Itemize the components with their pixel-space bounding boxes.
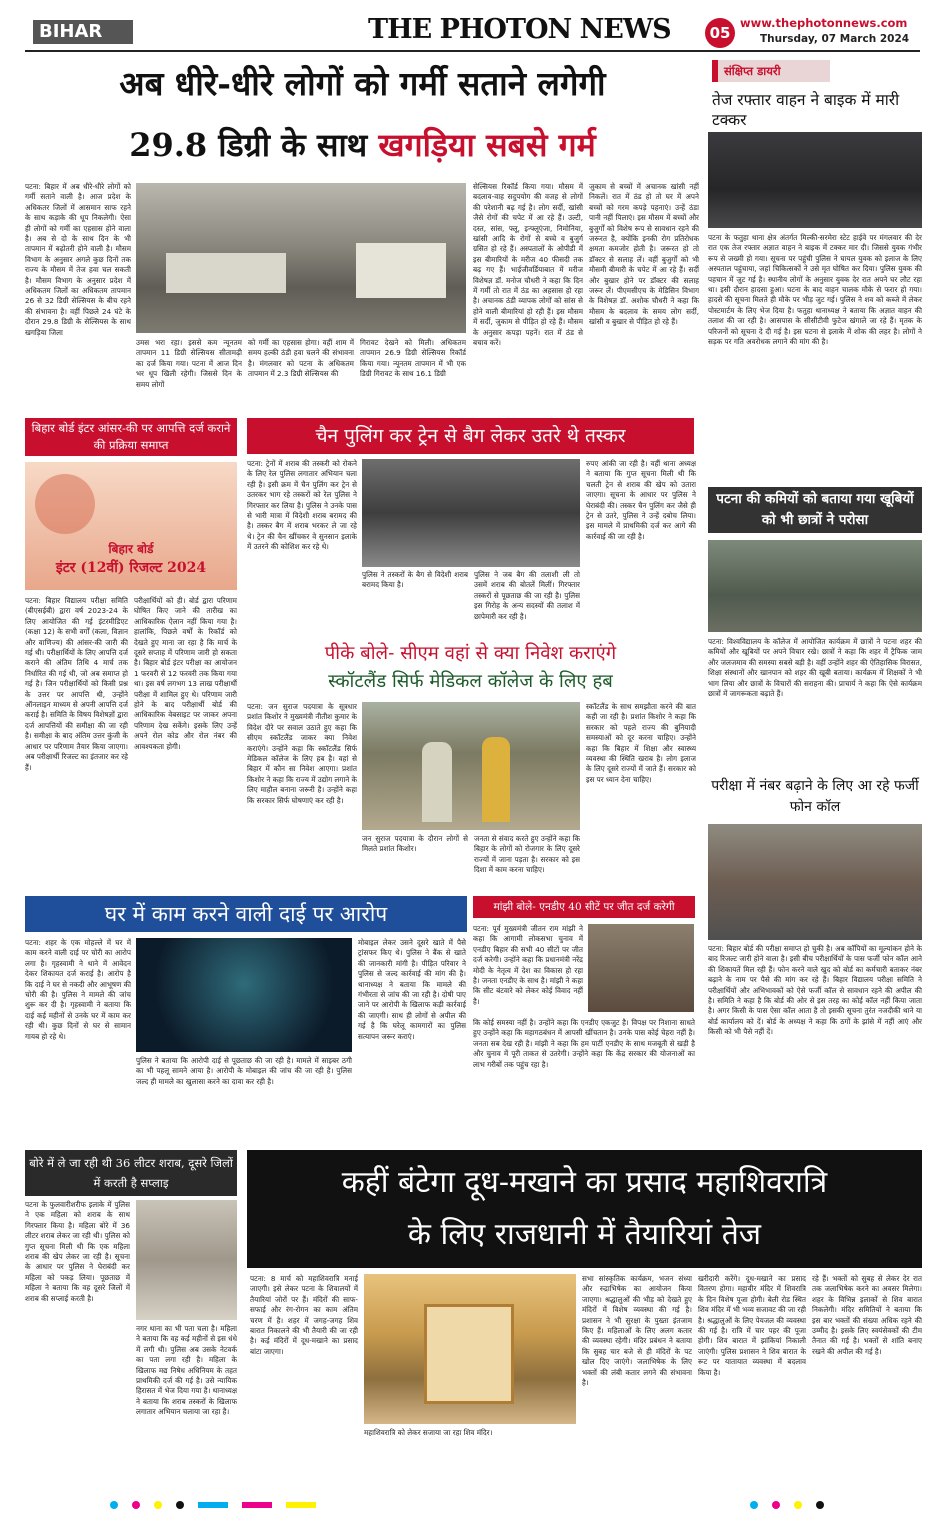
chain-col-3: रुपए आंकी जा रही है। वहीं थाना अध्यक्ष ने बताया कि गुप्त सूचना मिली थी कि चलती ट्रेन से शराब की खेप को उतारा जाएगा। सूचना के आधार पर पुलिस ने घेराबंदी की। तस्कर चैन पुलिंग कर जैसे ही ट्रेन से उतरे, पुलिस ने उन्हें दबोच लिया। इस मामले में प्राथमिकी दर्ज कर आगे की कार्रवाई की जा रही है। — [586, 459, 696, 541]
board-col-2: परीक्षार्थियों को ही। बोर्ड द्वारा परिणाम घोषित किए जाने की तारीख का आधिकारिक ऐलान नहीं किया गया है। हालांकि, पिछले वर्षों के रिकॉर्ड को देखते हुए माना जा रहा है कि मार्च के दूसरे सप्ताह में परिणाम जारी हो सकता है। बिहार बोर्ड इंटर परीक्षा का आयोजन 1 फरवरी से 12 फरवरी तक किया गया था। इस वर्ष लगभग 13 लाख परीक्षार्थी परीक्षा में शामिल हुए थे। परिणाम जारी होने के बाद परीक्षार्थी बोर्ड की आधिकारिक वेबसाइट पर जाकर अपना परिणाम देख सकेंगे। इसके लिए उन्हें अपने रोल कोड और रोल नंबर की आवश्यकता होगी। — [134, 596, 237, 751]
manjhi-headline: मांझी बोले- एनडीए 40 सीटें पर जीत दर्ज करेगी — [473, 896, 695, 918]
lead-headline-2b: खगड़िया सबसे गर्म — [378, 126, 596, 164]
exam-photo — [708, 540, 922, 632]
shiv-col-4: रहे हैं। भक्तों को सुबह से लेकर देर रात तक जलाभिषेक करने का अवसर मिलेगा। शहर के विभिन्न इलाकों से शिव बारात निकलेगी। मंदिर समितियों ने बताया कि इस बार भक्तों की संख्या अधिक रहने की उम्मीद है। इसके लिए स्वयंसेवकों की टीम तैनात की गई है। भक्तों से शांति बनाए रखने की अपील की गई है। — [812, 1274, 922, 1356]
pk-photo — [362, 702, 580, 830]
fake-headline: परीक्षा में नंबर बढ़ाने के लिए आ रहे फर्जी फोन कॉल — [711, 778, 919, 815]
shiv-headline-box — [247, 1150, 922, 1268]
liquor-col-2: नगर थाना का भी पता चला है। महिला ने बताया कि वह कई महीनों से इस धंधे में लगी थी। पुलिस अब उसके नेटवर्क का पता लगा रही है। महिला के खिलाफ मद्य निषेध अधिनियम के तहत प्राथमिकी दर्ज की गई है। उसे न्यायिक हिरासत में भेज दिया गया है। थानाध्यक्ष ने बताया कि शराब तस्करों के खिलाफ लगातार अभियान चलाया जा रहा है। — [136, 1324, 237, 1417]
pk-col-2: जनता से संवाद करते हुए उन्होंने कहा कि बिहार के लोगों को रोजगार के लिए दूसरे राज्यों में जाना पड़ता है। सरकार को इस दिशा में काम करना चाहिए। — [474, 834, 580, 875]
shiv-headline-1: कहीं बंटेगा दूध-मखाने का प्रसाद महाशिवरात्रि — [341, 1165, 828, 1200]
board-headline: बिहार बोर्ड इंटर आंसर-की पर आपत्ति दर्ज कराने की प्रक्रिया समाप्त — [25, 418, 237, 456]
brief-photo — [708, 132, 922, 228]
board-image-label-2: इंटर (12वीं) रिजल्ट 2024 — [55, 560, 207, 576]
lead-col-2: उमस भरा रहा। इससे कम न्यूनतम तापमान 11 डिग्री सेल्सियस सीतामढ़ी का दर्ज किया गया। पटना में आज दिन भर धूप खिली रहेगी। जिससे दिन के समय लोगों — [136, 338, 242, 389]
lead-headline-1: अब धीरे-धीरे लोगों को गर्मी सताने लगेगी — [119, 64, 606, 103]
pk-col-1: पटना: जन सुराज पदयात्रा के सूत्रधार प्रशांत किशोर ने मुख्यमंत्री नीतीश कुमार के विदेश दौरे पर सवाल उठाते हुए कहा कि सीएम स्कॉटलैंड जाकर क्या निवेश कराएंगे। उन्होंने कहा कि स्कॉटलैंड सिर्फ मेडिकल कॉलेज के लिए हब है। वहां से बिहार में कौन सा निवेश आएगा। प्रशांत किशोर ने कहा कि राज्य में उद्योग लगाने के लिए माहौल बनाना जरूरी है। उन्होंने कहा कि सरकार सिर्फ घोषणाएं कर रही है। — [247, 702, 357, 805]
chain-photo — [362, 459, 580, 567]
brief-headline: तेज रफ्तार वाहन ने बाइक में मारी टक्कर — [712, 91, 900, 129]
shiv-col-2: सभा सांस्कृतिक कार्यक्रम, भजन संध्या और रुद्राभिषेक का आयोजन किया जाएगा। श्रद्धालुओं की भीड़ को देखते हुए मंदिरों में विशेष व्यवस्था की गई है। प्रशासन ने भी सुरक्षा के पुख्ता इंतजाम किए हैं। महिलाओं के लिए अलग कतार की व्यवस्था रहेगी। मंदिर प्रबंधन ने बताया कि सुबह चार बजे से ही मंदिरों के पट खोल दिए जाएंगे। जलाभिषेक के लिए भक्तों की लंबी कतार लगने की संभावना है। — [582, 1274, 692, 1388]
chain-col-2: पुलिस ने जब बैग की तलाशी ली तो उसमें शराब की बोतलें मिलीं। गिरफ्तार तस्करों से पूछताछ की जा रही है। पुलिस इस गिरोह के अन्य सदस्यों की तलाश में छापेमारी कर रही है। — [474, 570, 580, 621]
liquor-photo — [136, 1200, 237, 1320]
manjhi-col-2: कि कोई समस्या नहीं है। उन्होंने कहा कि एनडीए एकजुट है। विपक्ष पर निशाना साधते हुए उन्होंने कहा कि महागठबंधन में आपसी खींचतान है। उनके पास कोई चेहरा नहीं है। जनता सब देख रही है। मांझी ने कहा कि हम पार्टी एनडीए के साथ मजबूती से खड़ी है और चुनाव में पूरी ताकत से उतरेगी। उन्होंने कहा कि केंद्र सरकार की योजनाओं का लाभ गरीबों तक पहुंच रहा है। — [473, 1018, 695, 1069]
chain-col-1: पटना: ट्रेनों में शराब की तस्करी को रोकने के लिए रेल पुलिस लगातार अभियान चला रही है। इसी क्रम में चैन पुलिंग कर ट्रेन से उतरकर भाग रहे तस्करों को रेल पुलिस ने गिरफ्तार कर लिया है। पुलिस ने उनके पास से भारी मात्रा में विदेशी शराब बरामद की है। तस्कर बैग में शराब भरकर ले जा रहे थे। ट्रेन की चैन खींचकर वे सुनसान इलाके में उतरने की कोशिश कर रहे थे। — [247, 459, 357, 552]
fake-body: पटना: बिहार बोर्ड की परीक्षा समाप्त हो चुकी है। अब कॉपियों का मूल्यांकन होने के बाद रिजल्ट जारी होने वाला है। इसी बीच परीक्षार्थियों के पास फर्जी फोन कॉल आने की शिकायतें मिल रही हैं। फोन करने वाले खुद को बोर्ड का कर्मचारी बताकर नंबर बढ़ाने के नाम पर पैसे की मांग कर रहे हैं। बिहार विद्यालय परीक्षा समिति ने परीक्षार्थियों और अभिभावकों को ऐसे फर्जी कॉल से सावधान रहने की अपील की है। समिति ने कहा है कि बोर्ड की ओर से इस तरह का कोई कॉल नहीं किया जाता है। अगर किसी के पास ऐसा कॉल आता है तो इसकी सूचना तुरंत नजदीकी थाने या बोर्ड कार्यालय को दें। बोर्ड के अध्यक्ष ने कहा कि ठगों के झांसे में नहीं आएं और किसी को भी पैसे नहीं दें। — [708, 944, 922, 1037]
issue-date: Thursday, 07 March 2024 — [760, 33, 910, 45]
lead-photo — [136, 183, 466, 333]
pk-caption: जन सुराज पदयात्रा के दौरान लोगों से मिलते प्रशांत किशोर। — [362, 834, 468, 854]
manjhi-photo — [588, 924, 694, 1012]
header-rule — [25, 50, 920, 52]
lead-headline-2 — [25, 123, 700, 166]
page-number: 05 — [705, 18, 735, 48]
pk-col-3: स्कॉटलैंड के साथ समझौता करने की बात कही जा रही है। प्रशांत किशोर ने कहा कि सरकार को पहले राज्य की बुनियादी समस्याओं को दूर करना चाहिए। उन्होंने कहा कि बिहार में शिक्षा और स्वास्थ्य व्यवस्था की स्थिति खराब है। लोग इलाज के लिए दूसरे राज्यों में जाते हैं। सरकार को इस पर ध्यान देना चाहिए। — [586, 702, 696, 784]
board-image-label-1: बिहार बोर्ड — [108, 542, 154, 556]
shiv-headline-2: के लिए राजधानी में तैयारियां तेज — [407, 1217, 762, 1252]
lead-headline-2a: 29.8 डिग्री के साथ — [129, 126, 368, 164]
lead-col-1: पटना: बिहार में अब धीरे-धीरे लोगों को गर्मी सताने वाली है। आज प्रदेश के अधिकतर जिलों में आसमान साफ रहने के साथ कड़ाके की धूप निकलेगी। ऐसा ही लोगों को गर्मी का एहसास होने वाला है। अब से दो के साथ दिन के भी तापमान में बढ़ोतरी होने वाली है। मौसम विभाग के अनुसार अगले कुछ दिनों तक राज्य के मौसम में तेज हवा चल सकती है। मौसम विभाग के अनुसार प्रदेश में अधिकतम जिलों का अधिकतम तापमान 26 से 32 डिग्री सेल्सियस के बीच रहने की संभावना है। वहीं पिछले 24 घंटे के दौरान 29.8 डिग्री के सेल्सियस के साथ खगड़िया जिला — [25, 182, 131, 337]
maid-col-3: मोबाइल लेकर उसने दूसरे खाते में पैसे ट्रांसफर किए थे। पुलिस ने बैंक से खाते की जानकारी मांगी है। पीड़ित परिवार ने पुलिस से जल्द कार्रवाई की मांग की है। थानाध्यक्ष ने बताया कि मामले की गंभीरता से जांच की जा रही है। दोषी पाए जाने पर आरोपी के खिलाफ कड़ी कार्रवाई की जाएगी। साथ ही लोगों से अपील की गई है कि घरेलू कामगारों का पुलिस सत्यापन जरूर कराएं। — [358, 938, 466, 1041]
shiv-caption: महाशिवरात्रि को लेकर सजाया जा रहा शिव मंदिर। — [364, 1428, 493, 1437]
print-registration-bar — [110, 1500, 860, 1510]
lead-col-6: जुकाम से बच्चों में अचानक खांसी नहीं निकलें। रात में ठंड हो तो घर में अपने बच्चों को गरम कपड़े पहनाएं। उन्हें ठंडा पानी नहीं पिलाएं। इस मौसम में बच्चों और बुजुर्गों को विशेष रूप से सावधान रहने की जरूरत है, क्योंकि इनकी रोग प्रतिरोधक क्षमता कमजोर होती है। जरूरत हो तो डॉक्टर से सलाह लें। वहीं बुजुर्गों को भी मौसमी बीमारी के चपेट में आ रहे हैं। सर्दी और बुखार होने पर डॉक्टर की सलाह जरूर लें। पीएमसीएच के मेडिसिन विभाग के विशेषज्ञ डॉ. अशोक चौधरी ने कहा कि मौसम के बदलाव के समय लोग सर्दी, खांसी व बुखार से पीड़ित हो रहे हैं। — [589, 182, 699, 327]
pk-headline-1: पीके बोले- सीएम वहां से क्या निवेश कराएंगे — [324, 643, 617, 664]
maid-headline: घर में काम करने वाली दाई पर आरोप — [25, 896, 467, 932]
manjhi-col-1: पटना: पूर्व मुख्यमंत्री जीतन राम मांझी ने कहा कि आगामी लोकसभा चुनाव में एनडीए बिहार की सभी 40 सीटों पर जीत दर्ज करेगी। उन्होंने कहा कि प्रधानमंत्री नरेंद्र मोदी के नेतृत्व में देश का विकास हो रहा है। जनता एनडीए के साथ है। मांझी ने कहा कि सीट बंटवारे को लेकर कोई विवाद नहीं है। — [473, 924, 583, 1006]
fake-photo — [708, 824, 922, 940]
board-image — [25, 462, 237, 590]
maid-col-1: पटना: शहर के एक मोहल्ले में घर में काम करने वाली दाई पर चोरी का आरोप लगा है। गृहस्वामी ने थाने में आवेदन देकर शिकायत दर्ज कराई है। आरोप है कि दाई ने घर से नकदी और आभूषण की चोरी की है। पुलिस ने मामले की जांच शुरू कर दी है। गृहस्वामी ने बताया कि दाई कई महीनों से उनके घर में काम कर रही थी। कुछ दिनों से घर से सामान गायब हो रहे थे। — [25, 938, 131, 1041]
lead-col-4: गिरावट देखने को मिली। अधिकतम तापमान 26.9 डिग्री सेल्सियस रिकॉर्ड किया गया। न्यूनतम तापमान में भी एक डिग्री गिरावट के साथ 16.1 डिग्री — [360, 338, 466, 379]
section-label: BIHAR — [33, 20, 133, 44]
brief-tag: संक्षिप्त डायरी — [712, 60, 830, 82]
pk-headline-2: स्कॉटलैंड सिर्फ मेडिकल कॉलेज के लिए हब — [328, 671, 613, 692]
shiv-photo — [364, 1274, 576, 1424]
shiv-col-3: खरीदारी करेंगे। दूध-मखाने का प्रसाद वितरण होगा। महावीर मंदिर में शिवरात्रि के दिन विशेष पूजा होगी। बेली रोड स्थित शिव मंदिर में भी भव्य सजावट की जा रही है। श्रद्धालुओं के लिए पेयजल की व्यवस्था की गई है। रात्रि में चार पहर की पूजा होगी। शिव बारात में झांकियां निकाली जाएंगी। पुलिस प्रशासन ने शिव बारात के रूट पर यातायात व्यवस्था में बदलाव किया है। — [698, 1274, 806, 1377]
website: www.thephotonnews.com — [740, 16, 908, 30]
exam-body: पटना: विश्वविद्यालय के कॉलेज में आयोजित कार्यक्रम में छात्रों ने पटना शहर की कमियों और खूबियों पर अपने विचार रखे। छात्रों ने कहा कि शहर में ट्रैफिक जाम और जलजमाव की समस्या सबसे बड़ी है। वहीं उन्होंने शहर की ऐतिहासिक विरासत, शिक्षा संस्थानों और खानपान को शहर की खूबी बताया। कार्यक्रम में शिक्षकों ने भी भाग लिया और छात्रों के विचारों की सराहना की। प्राचार्य ने कहा कि ऐसे कार्यक्रम छात्रों में जागरूकता बढ़ाते हैं। — [708, 637, 922, 699]
liquor-headline: बोरे में ले जा रही थी 36 लीटर शराब, दूसरे जिलों में करती है सप्लाइ — [25, 1150, 237, 1196]
maid-photo — [136, 938, 352, 1052]
shiv-col-1: पटना: 8 मार्च को महाशिवरात्रि मनाई जाएगी। इसे लेकर पटना के शिवालयों में तैयारियां जोरों पर हैं। मंदिरों की साफ-सफाई और रंग-रोगन का काम अंतिम चरण में है। शहर में जगह-जगह शिव बारात निकालने की भी तैयारी की जा रही है। कई मंदिरों में दूध-मखाने का प्रसाद बांटा जाएगा। — [250, 1274, 358, 1356]
brief-body: पटना के फतुहा थाना क्षेत्र अंतर्गत मिल्की-सरमेरा स्टेट हाईवे पर मंगलवार की देर रात एक तेज रफ्तार अज्ञात वाहन ने बाइक में टक्कर मार दी। जिससे युवक गंभीर रूप से जख्मी हो गया। सूचना पर पहुंची पुलिस ने घायल युवक को इलाज के लिए अस्पताल पहुंचाया, जहां चिकित्सकों ने उसे मृत घोषित कर दिया। पुलिस युवक की पहचान में जुट गई है। स्थानीय लोगों के अनुसार युवक देर रात अपने घर लौट रहा था। इसी दौरान हादसा हुआ। घटना के बाद वाहन चालक मौके से फरार हो गया। हादसे की सूचना मिलते ही मौके पर भीड़ जुट गई। पुलिस ने शव को कब्जे में लेकर पोस्टमार्टम के लिए भेज दिया है। फतुहा थानाध्यक्ष ने बताया कि अज्ञात वाहन की तलाश की जा रही है। आसपास के सीसीटीवी फुटेज खंगाले जा रहे हैं। मृतक के परिजनों को सूचना दे दी गई है। इस घटना से इलाके में शोक की लहर है। लोगों ने सड़क पर गति अवरोधक लगाने की मांग की है। — [708, 233, 922, 347]
lead-col-5: सेल्सियस रिकॉर्ड किया गया। मौसम में बदलाव-वाह सदुपयोग की वजह से लोगों की परेशानी बढ़ गई है। लोग सर्दी, खांसी जैसे रोगों की चपेट में आ रहे हैं। उल्टी, दस्त, सांस, फ्लू, इन्फ्लूएंजा, निमोनिया, खांसी आदि के रोगों से बच्चे व बुजुर्ग ग्रसित हो रहे हैं। अस्पतालों के ओपीडी में इस बीमारियों के मरीज 40 फीसदी तक बढ़ गए हैं। भाईजीवर्डियाबात में मरीज विशेषज्ञ डॉ. मनोज चौधरी ने कहा कि दिन में गर्मी तो रात में ठंड का अहसास हो रहा है। अचानक ठंडी व्यापक लोगों को सांस से होने वाली बीमारियां हो रही हैं। इस मौसम में सर्दी, जुकाम से पीड़ित हो रहे हैं। मौसम के अनुसार कपड़ा पहनें। रात में ठंड से बचाव करें। — [473, 182, 583, 348]
liquor-col-1: पटना के फुलवारीशरीफ इलाके में पुलिस ने एक महिला को शराब के साथ गिरफ्तार किया है। महिला बोरे में 36 लीटर शराब लेकर जा रही थी। पुलिस को गुप्त सूचना मिली थी कि एक महिला शराब की खेप लेकर जा रही है। सूचना के आधार पर पुलिस ने घेराबंदी कर महिला को पकड़ लिया। पूछताछ में महिला ने बताया कि वह दूसरे जिलों में शराब की सप्लाई करती है। — [25, 1200, 130, 1303]
chain-caption: पुलिस ने तस्करों के बैग से विदेशी शराब बरामद किया है। — [362, 570, 468, 590]
maid-col-2: पुलिस ने बताया कि आरोपी दाई से पूछताछ की जा रही है। मामले में साइबर ठगी का भी पहलू सामने आया है। आरोपी के मोबाइल की जांच की जा रही है। पुलिस जल्द ही मामले का खुलासा करने का दावा कर रही है। — [136, 1056, 352, 1086]
exam-headline: पटना की कमियों को बताया गया खूबियों को भी छात्रों ने परोसा — [708, 487, 922, 533]
masthead-logo: THE PHOTON NEWS — [368, 14, 671, 45]
board-col-1: पटना: बिहार विद्यालय परीक्षा समिति (बीएसईबी) द्वारा वर्ष 2023-24 के लिए आयोजित की गई इंटरमीडिएट (कक्षा 12) के सभी वर्गों (कला, विज्ञान और वाणिज्य) की आंसर-की जारी की गई थी। परीक्षार्थियों के लिए आपत्ति दर्ज कराने की अंतिम तिथि 4 मार्च तक निर्धारित की गई थी, जो अब समाप्त हो गई है। जिन परीक्षार्थियों को किसी प्रश्न के उत्तर पर आपत्ति थी, उन्होंने ऑनलाइन माध्यम से अपनी आपत्ति दर्ज कराई है। समिति के विषय विशेषज्ञों द्वारा दर्ज आपत्तियों की समीक्षा की जा रही है। समीक्षा के बाद अंतिम उत्तर कुंजी के आधार पर परिणाम तैयार किया जाएगा। अब परीक्षार्थी रिजल्ट का इंतजार कर रहे हैं। — [25, 596, 128, 772]
lead-col-3: को गर्मी का एहसास होगा। वहीं शाम में समय हल्की ठंडी हवा चलने की संभावना है। मंगलवार को पटना के अधिकतम तापमान में 2.3 डिग्री सेल्सियस की — [248, 338, 354, 379]
chain-headline: चैन पुलिंग कर ट्रेन से बैग लेकर उतरे थे तस्कर — [247, 418, 694, 454]
